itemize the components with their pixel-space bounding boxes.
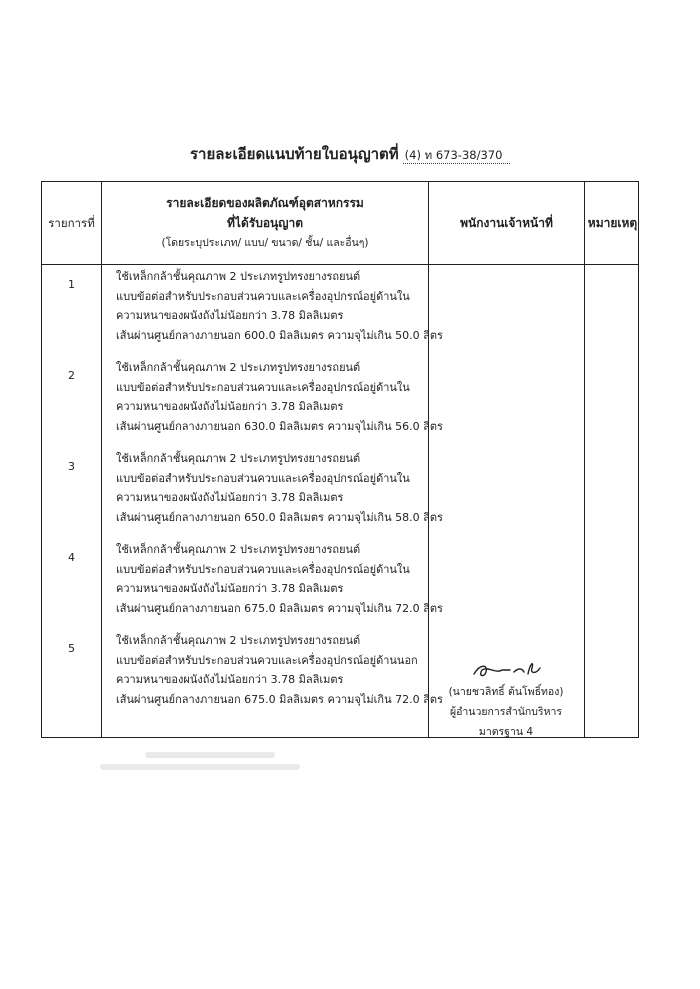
row-line: ความหนาของผนังถังไม่น้อยกว่า 3.78 มิลลิเมตร <box>116 400 344 413</box>
row-line: ความหนาของผนังถังไม่น้อยกว่า 3.78 มิลลิเมตร <box>116 582 344 595</box>
signature-icon <box>466 656 546 682</box>
table-row <box>116 540 443 618</box>
officer-signature-block <box>428 656 584 742</box>
title-text: รายละเอียดแนบท้ายใบอนุญาตที่ <box>190 145 399 163</box>
header-product-line3: (โดยระบุประเภท/ แบบ/ ขนาด/ ชั้น/ และอื่นๆ) <box>161 237 369 249</box>
row-line: ความหนาของผนังถังไม่น้อยกว่า 3.78 มิลลิเมตร <box>116 491 344 504</box>
row-line: ใช้เหล็กกล้าชั้นคุณภาพ 2 ประเภทรูปทรงยางรถยนต์ <box>116 361 361 374</box>
column-divider <box>428 182 429 737</box>
row-number: 5 <box>68 642 75 655</box>
row-number: 3 <box>68 460 75 473</box>
header-product <box>102 182 428 264</box>
row-line: เส้นผ่านศูนย์กลางภายนอก 600.0 มิลลิเมตร ความจุไม่เกิน 50.0 ลิตร <box>116 328 443 342</box>
row-line: แบบข้อต่อสำหรับประกอบส่วนควบและเครื่องอุปกรณ์อยู่ด้านใน <box>116 380 410 394</box>
header-product-line2: ที่ได้รับอนุญาต <box>227 216 303 230</box>
header-no-label: รายการที่ <box>48 216 95 230</box>
row-line: แบบข้อต่อสำหรับประกอบส่วนควบและเครื่องอุปกรณ์อยู่ด้านใน <box>116 471 410 485</box>
header-officer-label: พนักงานเจ้าหน้าที่ <box>460 216 553 230</box>
row-line: แบบข้อต่อสำหรับประกอบส่วนควบและเครื่องอุปกรณ์อยู่ด้านนอก <box>116 653 418 667</box>
row-number: 2 <box>68 369 75 382</box>
faded-stamp <box>100 746 300 786</box>
row-line: แบบข้อต่อสำหรับประกอบส่วนควบและเครื่องอุปกรณ์อยู่ด้านใน <box>116 289 410 303</box>
officer-position: ผู้อำนวยการสำนักบริหารมาตรฐาน 4 <box>449 706 563 738</box>
row-line: ใช้เหล็กกล้าชั้นคุณภาพ 2 ประเภทรูปทรงยางรถยนต์ <box>116 634 361 647</box>
row-line: แบบข้อต่อสำหรับประกอบส่วนควบและเครื่องอุปกรณ์อยู่ด้านใน <box>116 562 410 576</box>
row-line: ใช้เหล็กกล้าชั้นคุณภาพ 2 ประเภทรูปทรงยางรถยนต์ <box>116 270 361 283</box>
row-line: ความหนาของผนังถังไม่น้อยกว่า 3.78 มิลลิเมตร <box>116 309 344 322</box>
header-divider <box>42 264 638 265</box>
row-line: เส้นผ่านศูนย์กลางภายนอก 675.0 มิลลิเมตร ความจุไม่เกิน 72.0 ลิตร <box>116 692 443 706</box>
header-remarks <box>585 182 640 264</box>
document-title <box>190 142 510 166</box>
row-number: 1 <box>68 278 75 291</box>
officer-name: (นายชวลิทธิ์ ต้นโพธิ์ทอง) <box>448 686 564 698</box>
row-line: เส้นผ่านศูนย์กลางภายนอก 675.0 มิลลิเมตร ความจุไม่เกิน 72.0 ลิตร <box>116 601 443 615</box>
row-line: เส้นผ่านศูนย์กลางภายนอก 630.0 มิลลิเมตร ความจุไม่เกิน 56.0 ลิตร <box>116 419 443 433</box>
column-divider <box>101 182 102 737</box>
row-line: เส้นผ่านศูนย์กลางภายนอก 650.0 มิลลิเมตร ความจุไม่เกิน 58.0 ลิตร <box>116 510 443 524</box>
header-product-line1: รายละเอียดของผลิตภัณฑ์อุตสาหกรรม <box>166 196 364 210</box>
row-line: ความหนาของผนังถังไม่น้อยกว่า 3.78 มิลลิเมตร <box>116 673 344 686</box>
permit-number: (4) ท 673-38/370 <box>403 148 511 164</box>
table-row <box>116 358 443 436</box>
row-line: ใช้เหล็กกล้าชั้นคุณภาพ 2 ประเภทรูปทรงยางรถยนต์ <box>116 452 361 465</box>
header-remarks-label: หมายเหตุ <box>587 216 638 230</box>
column-divider <box>584 182 585 737</box>
table-row <box>116 267 443 345</box>
table-row <box>116 631 443 709</box>
detail-table <box>41 181 639 738</box>
table-row <box>116 449 443 527</box>
row-line: ใช้เหล็กกล้าชั้นคุณภาพ 2 ประเภทรูปทรงยางรถยนต์ <box>116 543 361 556</box>
header-officer <box>429 182 584 264</box>
row-number: 4 <box>68 551 75 564</box>
header-no <box>42 182 101 264</box>
